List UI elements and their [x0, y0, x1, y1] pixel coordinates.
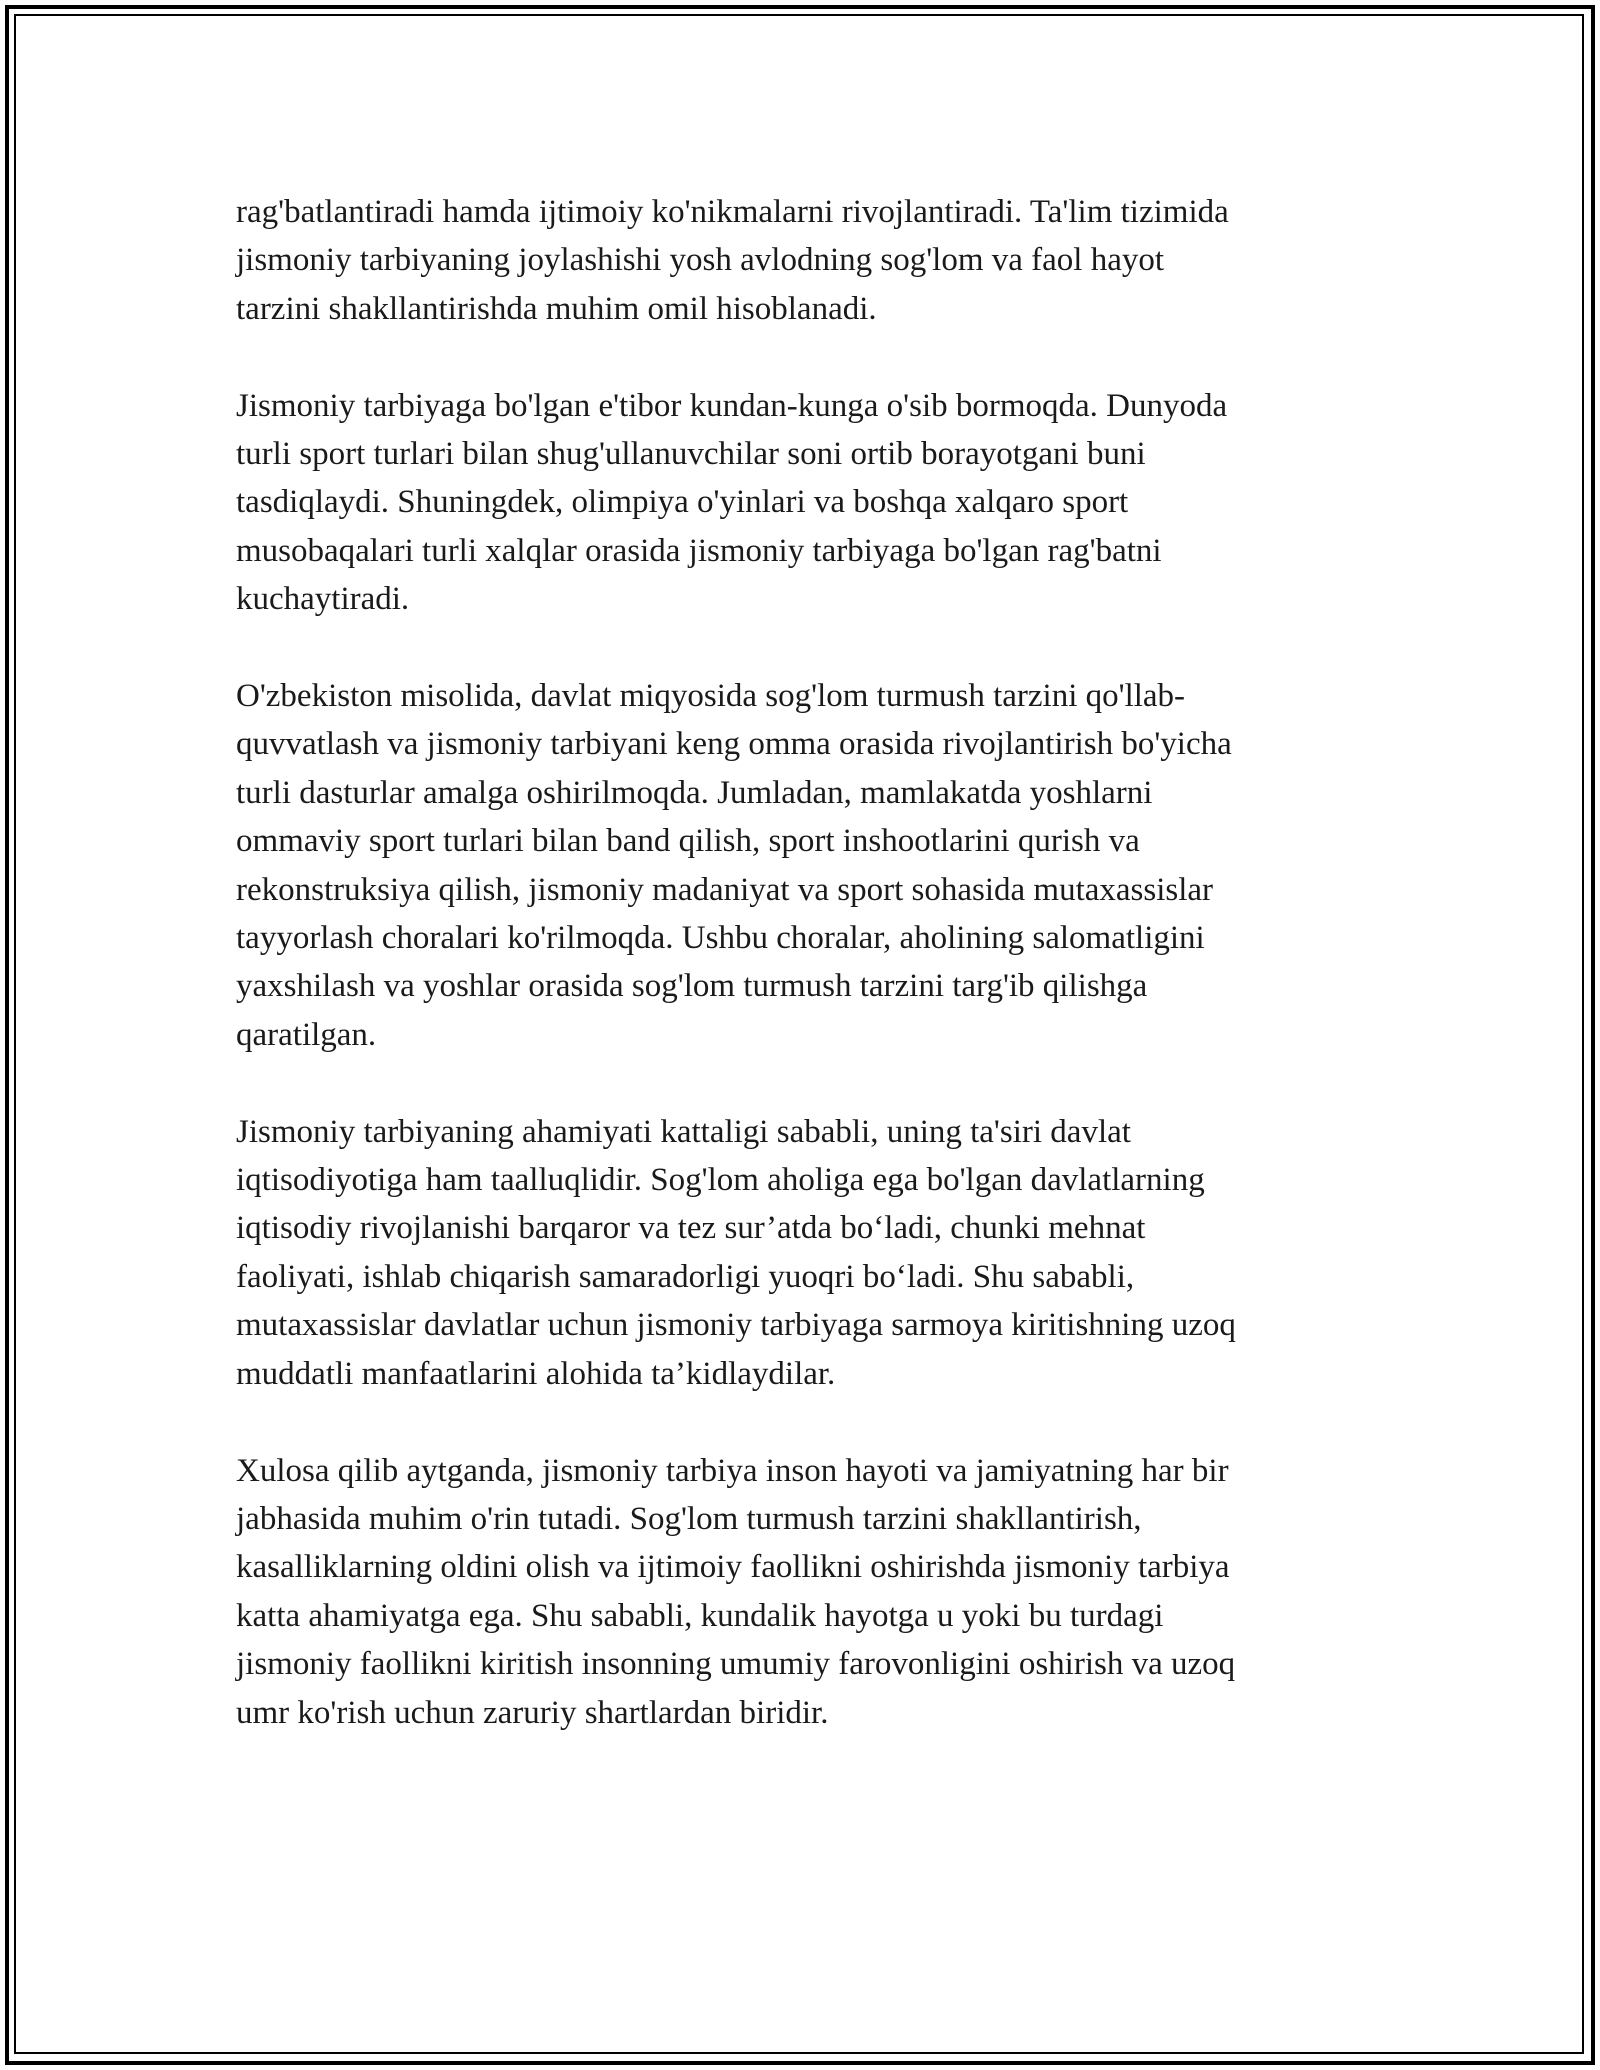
text-line: O'zbekiston misolida, davlat miqyosida sog'lom turmush tarzini qo'llab- [236, 678, 1186, 715]
text-line: tasdiqlaydi. Shuningdek, olimpiya o'yinlari va boshqa xalqaro sport [236, 484, 1129, 521]
paragraph [236, 672, 1362, 1059]
text-line: mutaxassislar davlatlar uchun jismoniy tarbiyaga sarmoya kiritishning uzoq [236, 1307, 1236, 1344]
text-line: Jismoniy tarbiyaning ahamiyati kattaligi sababli, uning ta'siri davlat [236, 1113, 1131, 1150]
paragraph [236, 1108, 1362, 1398]
text-line: iqtisodiy rivojlanishi barqaror va tez sur’atda bo‘ladi, chunki mehnat [236, 1210, 1146, 1247]
paragraph [236, 382, 1362, 624]
paragraph [236, 1447, 1362, 1737]
text-line: quvvatlash va jismoniy tarbiyani keng omma orasida rivojlantirish bo'yicha [236, 726, 1232, 763]
text-line: turli dasturlar amalga oshirilmoqda. Jumladan, mamlakatda yoshlarni [236, 774, 1153, 811]
text-line: kuchaytiradi. [236, 581, 410, 618]
text-line: tayyorlash choralari ko'rilmoqda. Ushbu choralar, aholining salomatligini [236, 920, 1205, 957]
text-line: qaratilgan. [236, 1016, 377, 1053]
text-line: faoliyati, ishlab chiqarish samaradorligi yuoqri bo‘ladi. Shu sababli, [236, 1258, 1135, 1295]
text-line: ommaviy sport turlari bilan band qilish, sport inshootlarini qurish va [236, 823, 1140, 860]
text-line: umr ko'rish uchun zaruriy shartlardan biridir. [236, 1694, 829, 1731]
text-line: rag'batlantiradi hamda ijtimoiy ko'nikmalarni rivojlantiradi. Ta'lim tizimida [236, 194, 1229, 230]
text-line: Xulosa qilib aytganda, jismoniy tarbiya inson hayoti va jamiyatning har bir [236, 1452, 1229, 1489]
text-line: jabhasida muhim o'rin tutadi. Sog'lom turmush tarzini shakllantirish, [236, 1500, 1142, 1537]
text-line: iqtisodiyotiga ham taalluqlidir. Sog'lom aholiga ega bo'lgan davlatlarning [236, 1162, 1205, 1199]
text-line: kasalliklarning oldini olish va ijtimoiy faollikni oshirishda jismoniy tarbiya [236, 1549, 1230, 1586]
text-line: musobaqalari turli xalqlar orasida jismoniy tarbiyaga bo'lgan rag'batni [236, 532, 1162, 569]
text-line: turli sport turlari bilan shug'ullanuvchilar soni ortib borayotgani buni [236, 436, 1146, 473]
paragraph [236, 188, 1362, 333]
text-line: jismoniy tarbiyaning joylashishi yosh avlodning sog'lom va faol hayot [236, 242, 1165, 279]
document-body [236, 188, 1362, 1785]
text-line: muddatli manfaatlarini alohida ta’kidlaydilar. [236, 1355, 836, 1392]
text-line: yaxshilash va yoshlar orasida sog'lom turmush tarzini targ'ib qilishga [236, 968, 1148, 1005]
text-line: Jismoniy tarbiyaga bo'lgan e'tibor kundan-kunga o'sib bormoqda. Dunyoda [236, 387, 1228, 424]
text-line: jismoniy faollikni kiritish insonning umumiy farovonligini oshirish va uzoq [236, 1646, 1236, 1683]
text-line: tarzini shakllantirishda muhim omil hisoblanadi. [236, 290, 877, 327]
text-line: rekonstruksiya qilish, jismoniy madaniyat va sport sohasida mutaxassislar [236, 871, 1214, 908]
text-line: katta ahamiyatga ega. Shu sababli, kundalik hayotga u yoki bu turdagi [236, 1597, 1164, 1634]
